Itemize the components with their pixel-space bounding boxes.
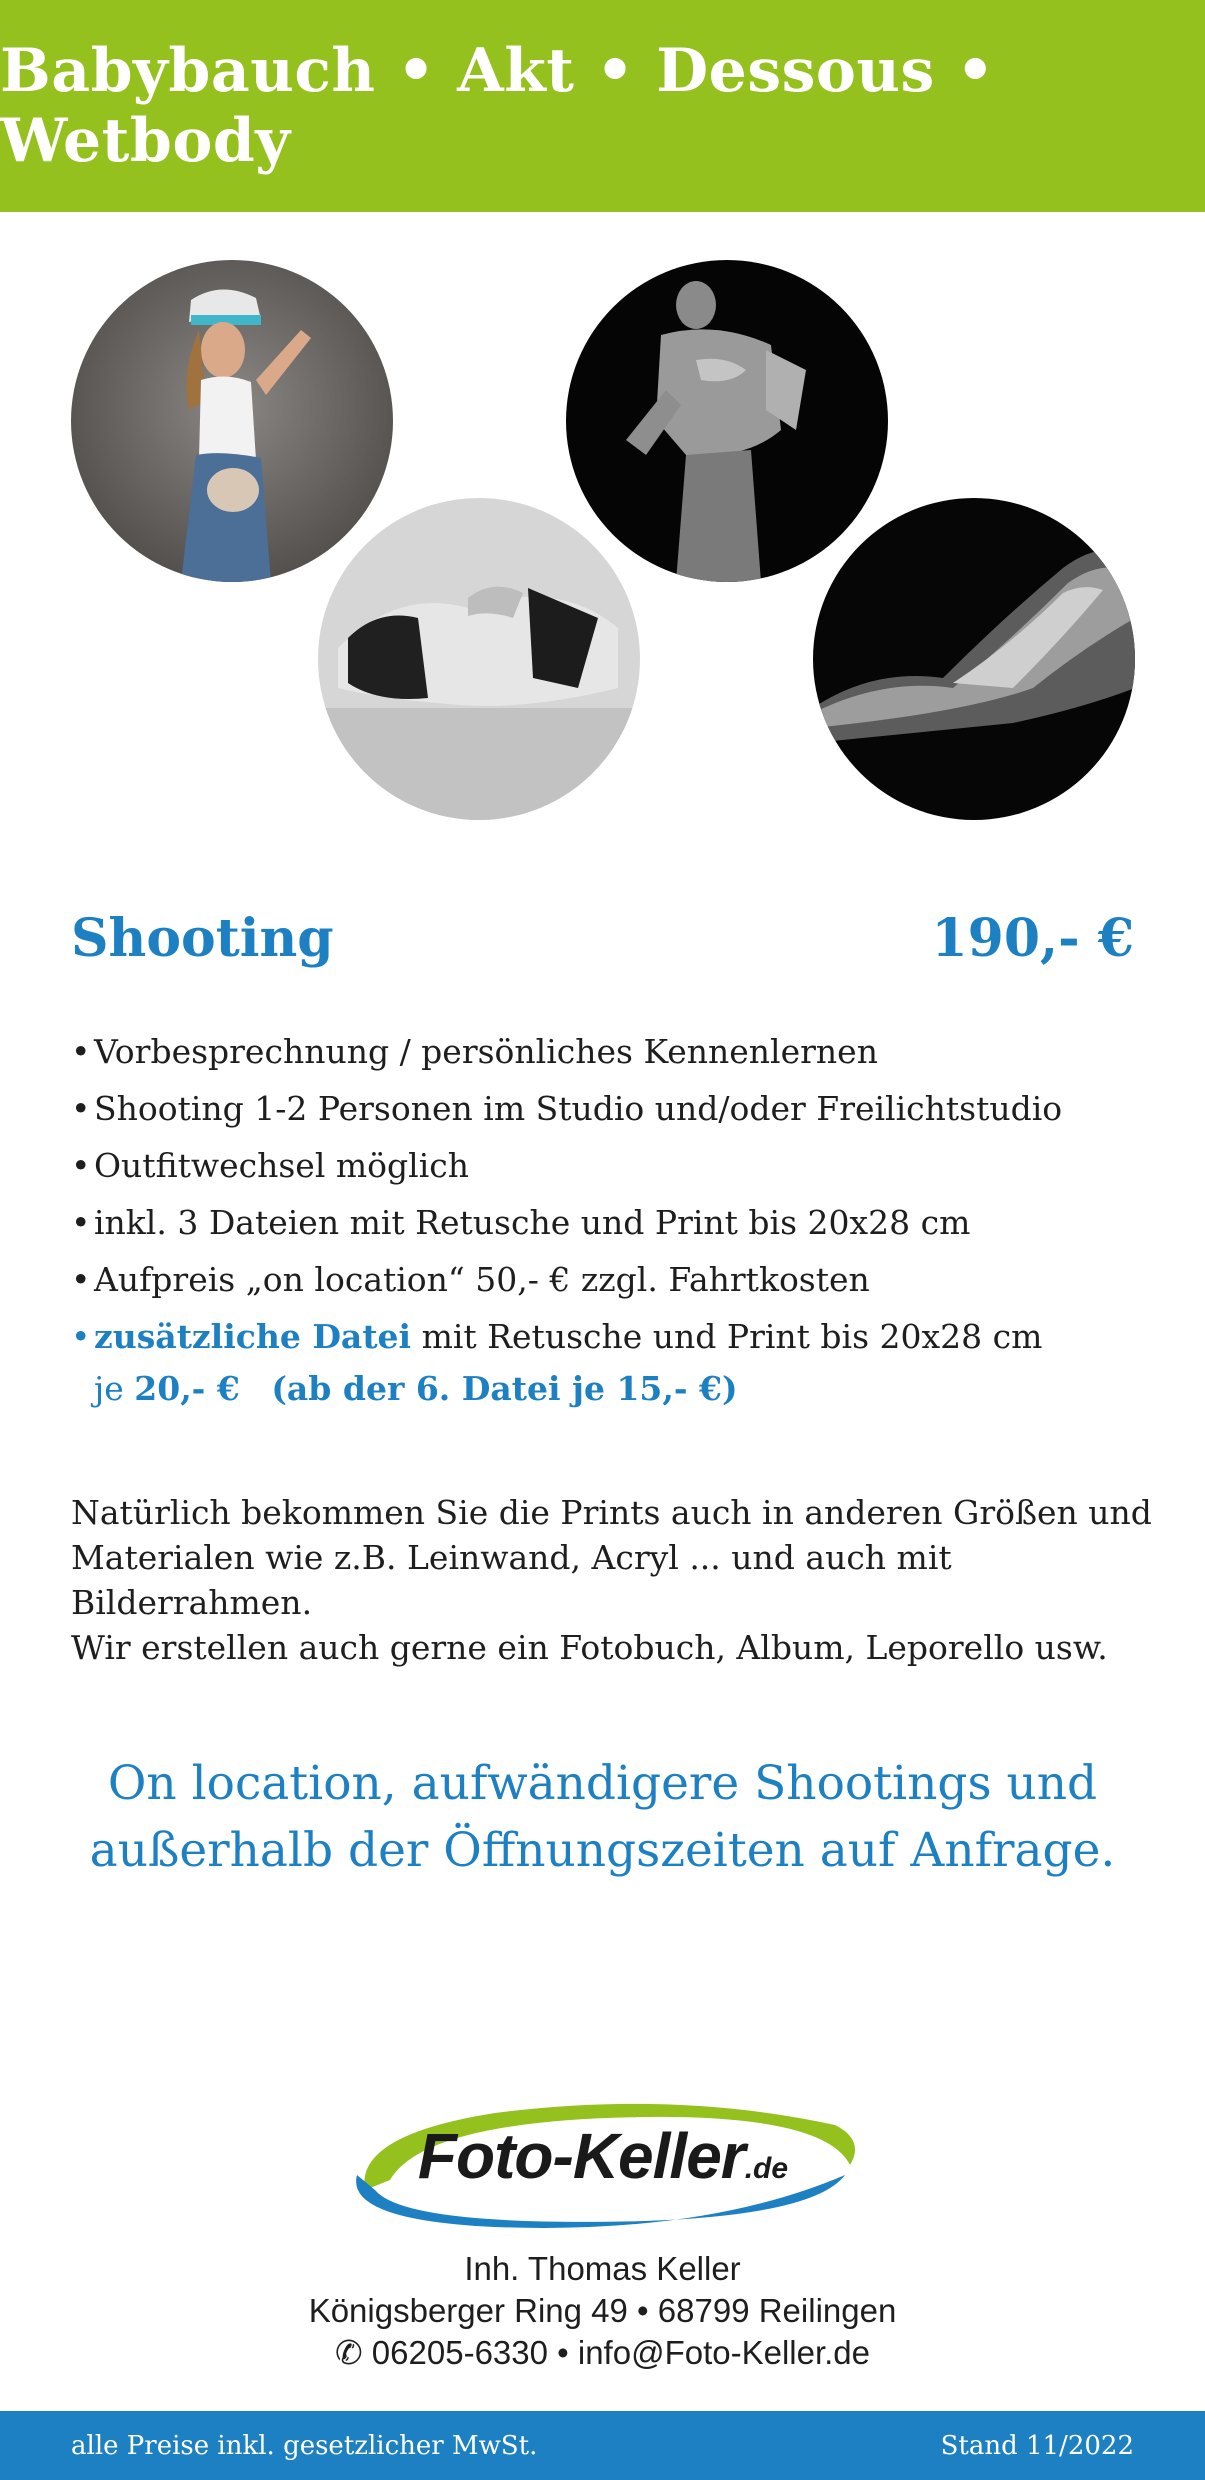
header-title: Babybauch • Akt • Dessous • Wetbody xyxy=(0,36,996,176)
phone-email-line: ✆ 06205-6330 • info@Foto-Keller.de xyxy=(334,2334,871,2371)
on-location-notice: On location, aufwändigere Shootings und außerhalb der Öffnungszeiten auf Anfrage. xyxy=(89,1756,1116,1878)
extra-file-text: mit Retusche und Print bis 20x28 cm xyxy=(411,1317,1043,1356)
footer-date: Stand 11/2022 xyxy=(940,2430,1134,2461)
footer-vat-note: alle Preise inkl. gesetzlicher MwSt. xyxy=(71,2430,538,2461)
wetbody-photo xyxy=(813,498,1135,820)
pricing-title: Shooting xyxy=(71,908,334,969)
address-line: Königsberger Ring 49 • 68799 Reilingen xyxy=(308,2292,897,2329)
feature-list xyxy=(71,1023,1151,1413)
extra-file-item: • zusätzliche Datei mit Retusche und Print bis 20x28 cm je 20,- € (ab der 6. Datei je 15,- €) xyxy=(71,1317,1043,1408)
logo-text: Foto-Keller.de xyxy=(417,2120,789,2192)
list-item: • Shooting 1-2 Personen im Studio und/oder Freilichtstudio xyxy=(71,1089,1063,1128)
extra-file-price: 20,- € xyxy=(134,1369,240,1408)
pricing-price: 190,- € xyxy=(931,908,1134,969)
male-nude-photo xyxy=(566,260,888,582)
pregnant-woman-photo xyxy=(71,260,393,582)
phone-icon: ✆ xyxy=(334,2334,363,2371)
contact-block xyxy=(0,2248,1205,2374)
extra-file-note: (ab der 6. Datei je 15,- €) xyxy=(271,1369,738,1408)
list-item: • Vorbesprechnung / persönliches Kennenlernen xyxy=(71,1032,878,1071)
lingerie-photo xyxy=(318,498,640,820)
header-banner xyxy=(0,0,1205,212)
extra-file-label: zusätzliche Datei xyxy=(94,1317,412,1356)
books-paragraph: Wir erstellen auch gerne ein Fotobuch, Album, Leporello usw. xyxy=(71,1628,1108,1667)
footer-bar xyxy=(0,2411,1205,2480)
owner-line: Inh. Thomas Keller xyxy=(464,2250,741,2287)
list-item: • inkl. 3 Dateien mit Retusche und Print bis 20x28 cm xyxy=(71,1203,971,1242)
list-item: • Outfitwechsel möglich xyxy=(71,1146,469,1185)
foto-keller-logo xyxy=(345,2095,861,2235)
list-item: • Aufpreis „on location“ 50,- € zzgl. Fahrtkosten xyxy=(71,1260,870,1299)
pricing-header xyxy=(71,908,1134,969)
prints-paragraph: Natürlich bekommen Sie die Prints auch in anderen Größen und Materialen wie z.B. Leinwand, Acryl ... und auch mit Bilderrahmen. xyxy=(71,1493,1152,1622)
